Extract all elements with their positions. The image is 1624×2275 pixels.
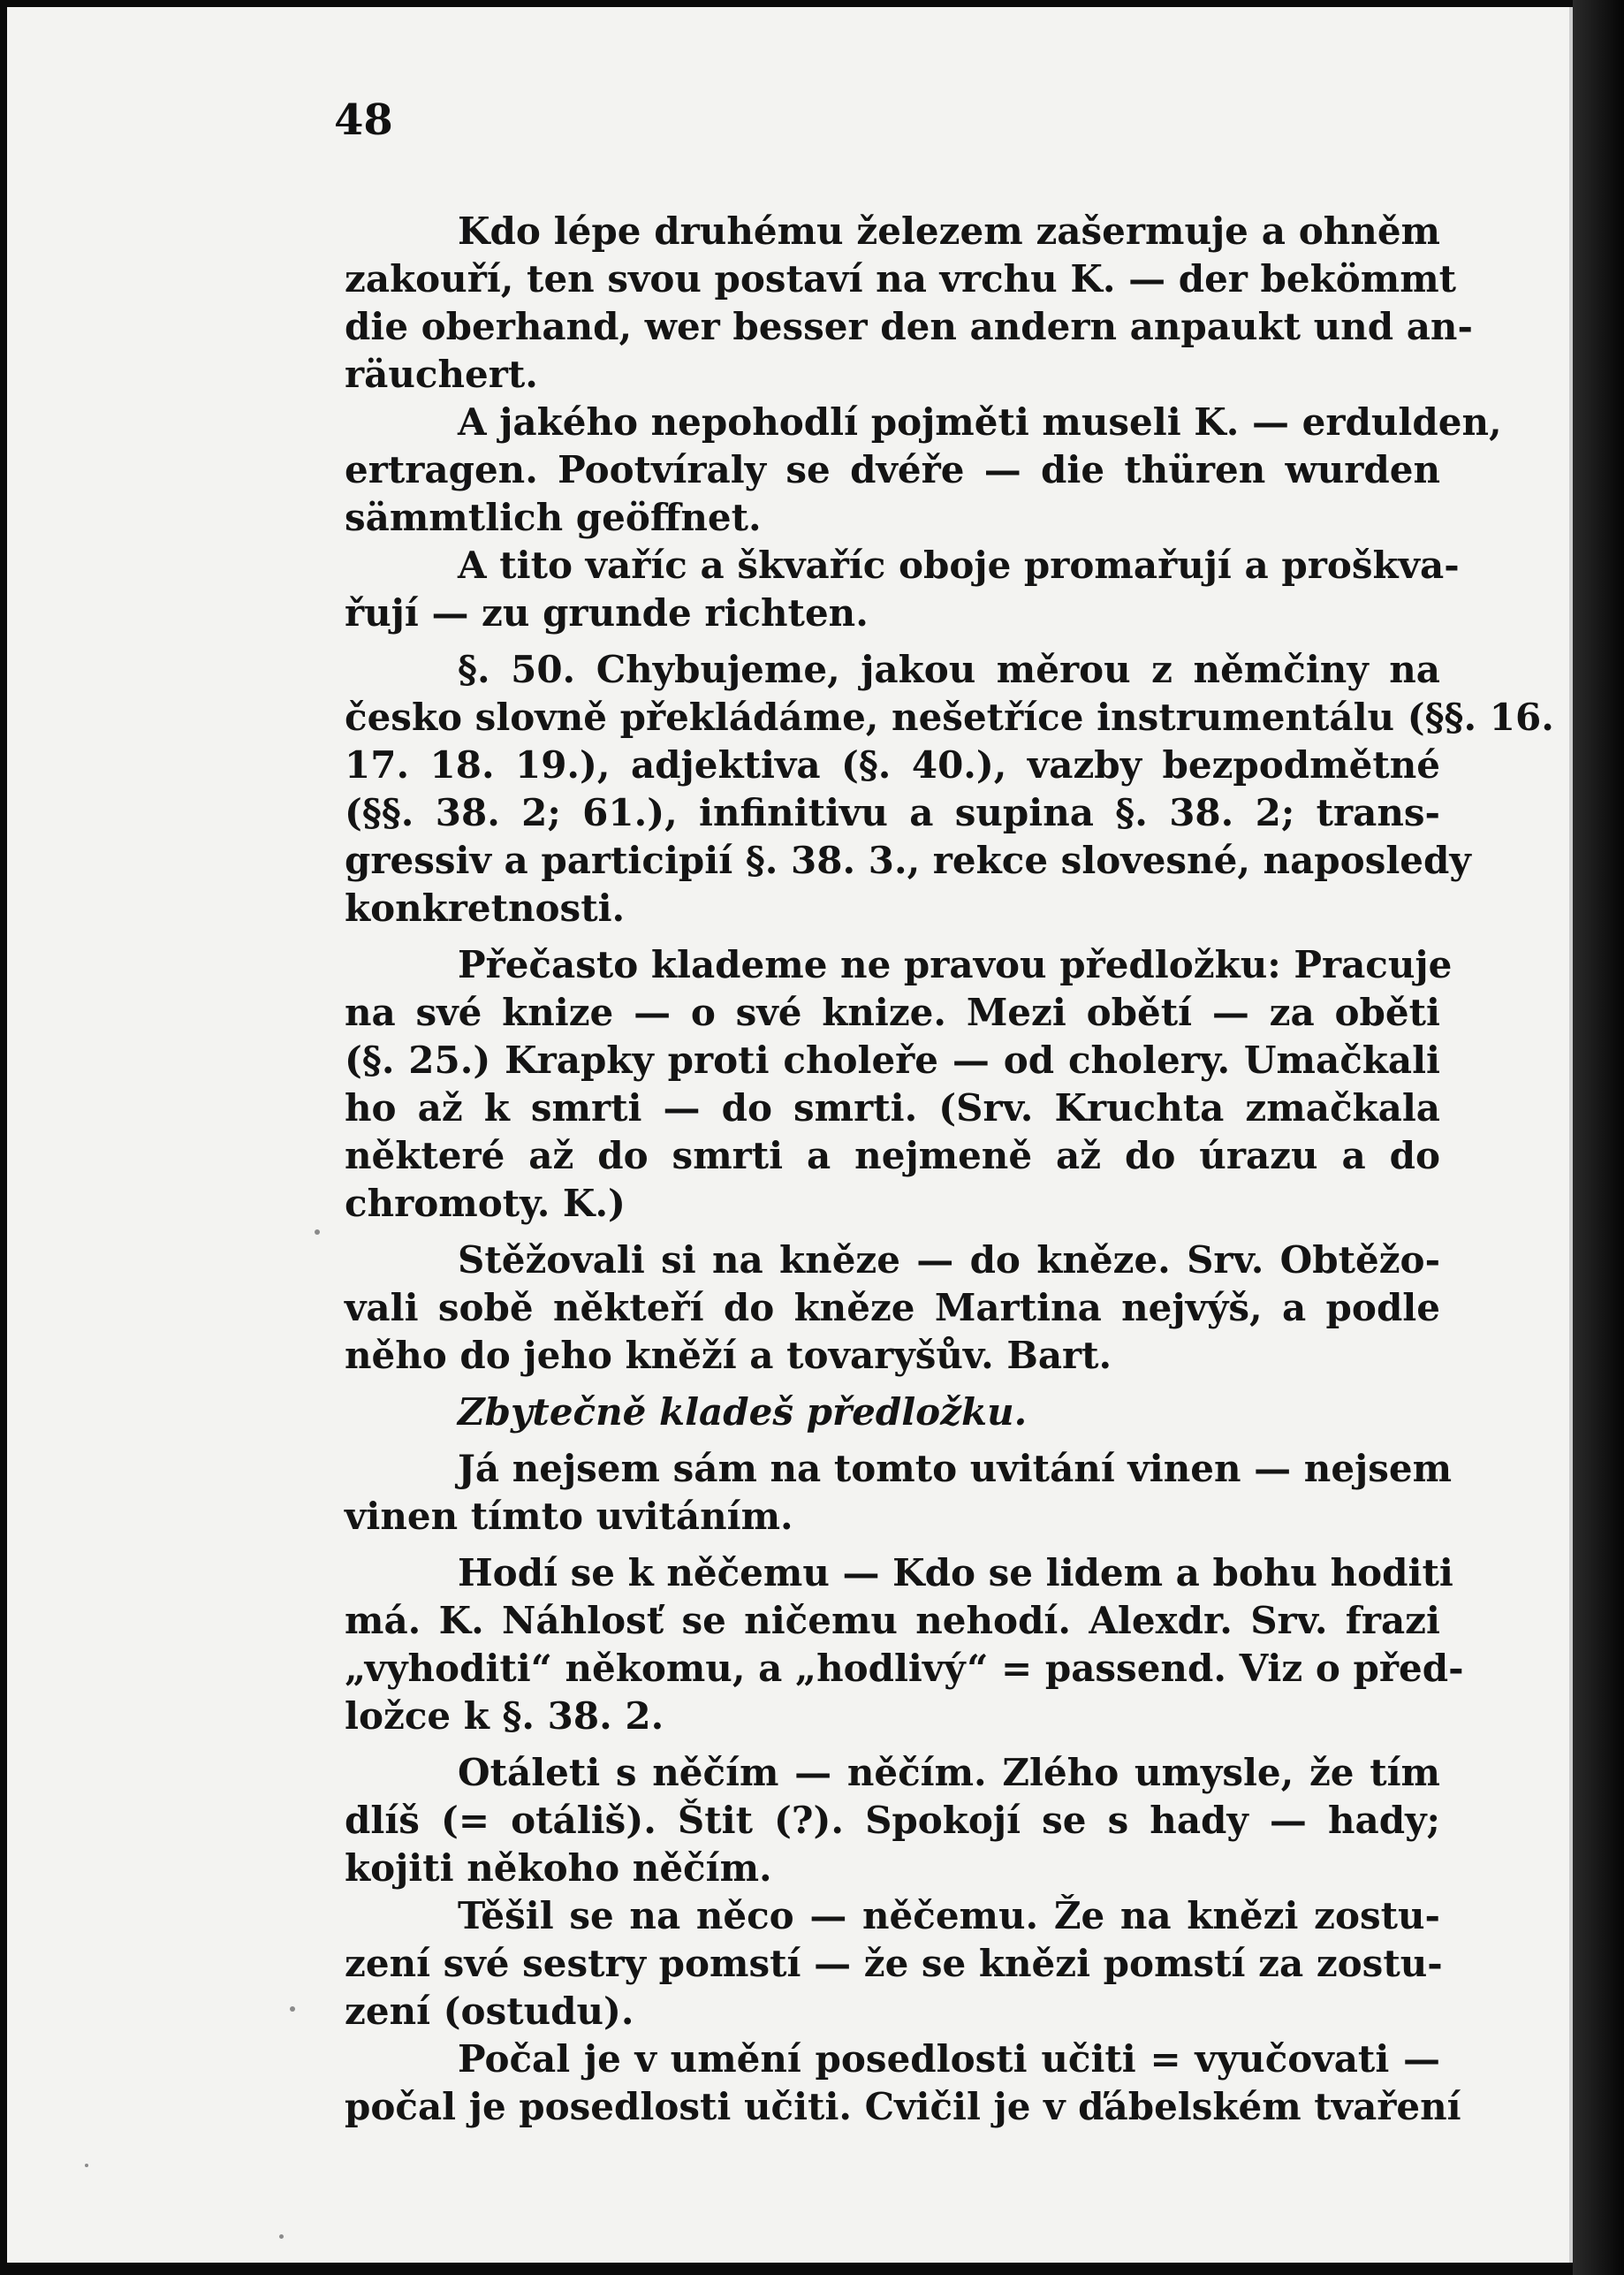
- text-line: zakouří, ten svou postaví na vrchu K. — der bekömmt: [345, 257, 1457, 301]
- text-line: Otáleti s něčím — něčím. Zlého umysle, že tím: [458, 1751, 1440, 1794]
- text-line: kojiti někoho něčím.: [345, 1846, 772, 1890]
- text-line: sämmtlich geöffnet.: [345, 496, 762, 539]
- text-line: ložce k §. 38. 2.: [345, 1694, 664, 1738]
- text-line: vali sobě někteří do kněze Martina nejvýš, a podle: [345, 1286, 1440, 1329]
- scan-speck: [85, 2164, 88, 2167]
- scanned-page: [7, 7, 1573, 2263]
- text-line: česko slovně překládáme, nešetříce instrumentálu (§§. 16.: [345, 696, 1554, 739]
- scan-speck: [279, 2234, 284, 2239]
- text-line: (§§. 38. 2; 61.), infinitivu a supina §. 38. 2; trans-: [345, 791, 1440, 834]
- text-line: A jakého nepohodlí pojměti museli K. — erdulden,: [458, 400, 1502, 444]
- text-line: počal je posedlosti učiti. Cvičil je v ďábelském tvaření: [345, 2085, 1461, 2128]
- text-line: konkretnosti.: [345, 886, 626, 930]
- text-line: má. K. Náhlosť se ničemu nehodí. Alexdr. Srv. frazi: [345, 1599, 1440, 1642]
- text-line: Já nejsem sám na tomto uvitání vinen — nejsem: [458, 1447, 1453, 1490]
- text-line: räuchert.: [345, 353, 538, 396]
- text-line: ho až k smrti — do smrti. (Srv. Kruchta zmačkala: [345, 1086, 1440, 1130]
- text-line: něho do jeho kněží a tovaryšův. Bart.: [345, 1334, 1112, 1377]
- text-line: Přečasto klademe ne pravou předložku: Pracuje: [458, 943, 1453, 986]
- text-line: Stěžovali si na kněze — do kněze. Srv. Obtěžo-: [458, 1238, 1440, 1282]
- scan-speck: [290, 2006, 295, 2012]
- text-line: řují — zu grunde richten.: [345, 591, 869, 635]
- body-text: [345, 208, 1554, 2131]
- text-line: chromoty. K.): [345, 1182, 626, 1225]
- text-line: (§. 25.) Krapky proti choleře — od cholery. Umačkali: [345, 1039, 1440, 1082]
- text-line: ertragen. Pootvíraly se dvéře — die thüren wurden: [345, 448, 1440, 491]
- text-line: Kdo lépe druhému železem zašermuje a ohněm: [458, 209, 1440, 253]
- text-line: zení (ostudu).: [345, 1990, 634, 2033]
- page-number: 48: [334, 95, 393, 145]
- text-line: die oberhand, wer besser den andern anpaukt und an-: [345, 305, 1473, 348]
- text-line: „vyhoditi“ někomu, a „hodlivý“ = passend. Viz o před-: [345, 1647, 1464, 1690]
- text-line: A tito vaříc a škvaříc oboje promařují a proškva-: [458, 544, 1460, 587]
- text-line: 17. 18. 19.), adjektiva (§. 40.), vazby bezpodmětné: [345, 743, 1440, 787]
- text-line: Těšil se na něco — něčemu. Že na knězi zostu-: [458, 1894, 1440, 1937]
- scan-speck: [315, 1229, 320, 1235]
- text-line: zení své sestry pomstí — že se knězi pomstí za zostu-: [345, 1942, 1443, 1985]
- text-line: dlíš (= otáliš). Štit (?). Spokojí se s hady — hady;: [345, 1799, 1440, 1842]
- text-line: na své knize — o své knize. Mezi obětí — za oběti: [345, 991, 1440, 1034]
- text-line: některé až do smrti a nejmeně až do úrazu a do: [345, 1134, 1440, 1177]
- text-line: Hodí se k něčemu — Kdo se lidem a bohu hoditi: [458, 1551, 1453, 1594]
- book-spine-edge: [1573, 0, 1624, 2275]
- text-line: §. 50. Chybujeme, jakou měrou z němčiny na: [458, 648, 1440, 691]
- text-line: vinen tímto uvitáním.: [345, 1495, 793, 1538]
- text-line: gressiv a participií §. 38. 3., rekce slovesné, naposledy: [345, 839, 1471, 882]
- text-line: Počal je v umění posedlosti učiti = vyučovati —: [458, 2037, 1440, 2081]
- text-line: Zbytečně kladeš předložku.: [458, 1390, 1028, 1434]
